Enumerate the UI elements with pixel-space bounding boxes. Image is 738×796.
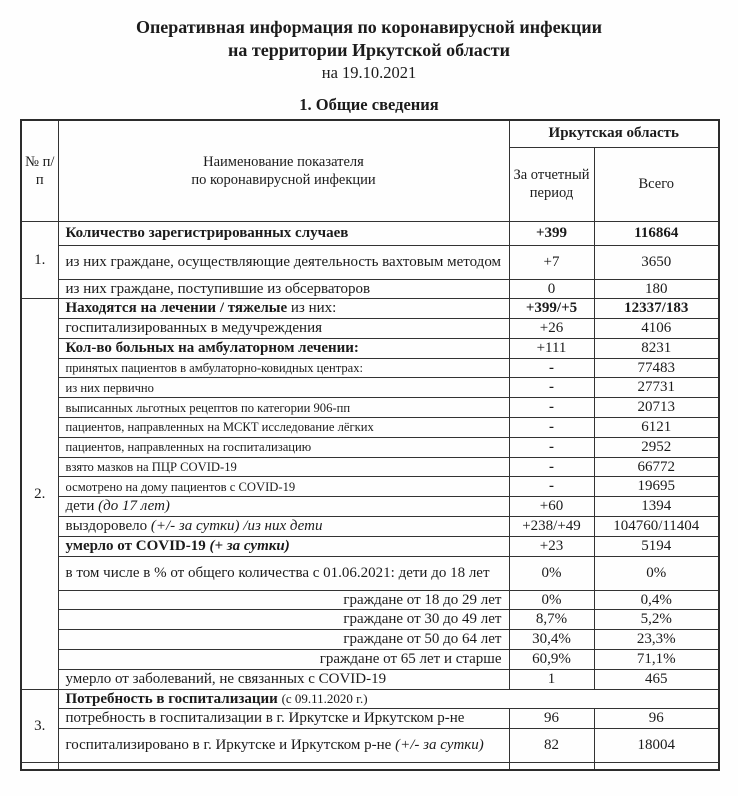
- table-row: [21, 497, 719, 517]
- table-row: [21, 536, 719, 556]
- value-total: 1394: [594, 497, 719, 517]
- table-row: [21, 418, 719, 438]
- row-label: [58, 497, 509, 517]
- header-indicator-line-1: Наименование показателя: [203, 153, 364, 170]
- row-label-text: осмотрено на дому пациентов с COVID-19: [65, 479, 296, 494]
- row-label: [58, 437, 509, 457]
- value-total: 19695: [594, 477, 719, 497]
- row-label: [58, 398, 509, 418]
- value-period-empty: [509, 763, 594, 770]
- value-period: +23: [509, 536, 594, 556]
- row-label: [58, 650, 509, 670]
- row-label-text: потребность в госпитализации в г. Иркутске и Иркутском р-не: [65, 710, 465, 727]
- row-label-text: из них граждане, поступившие из обсерваторов: [65, 280, 371, 297]
- value-total: 66772: [594, 457, 719, 477]
- document-title-block: [0, 0, 738, 84]
- header-row-region: [21, 120, 719, 147]
- row-label: [58, 630, 509, 650]
- table-row: [21, 556, 719, 590]
- row-label-text: пациентов, направленных на госпитализацию: [65, 440, 312, 455]
- value-total: 116864: [594, 221, 719, 245]
- row-label: [58, 358, 509, 378]
- value-total: 180: [594, 279, 719, 299]
- row-label-text: выздоровело: [65, 518, 151, 535]
- table-row: [21, 221, 719, 245]
- header-col-total: Всего: [594, 147, 719, 221]
- value-total-empty: [594, 763, 719, 770]
- value-period: 0%: [509, 590, 594, 610]
- value-total: 18004: [594, 729, 719, 763]
- table-row: [21, 358, 719, 378]
- row-label: [58, 221, 509, 245]
- header-indicator-line-2: по коронавирусной инфекции: [191, 171, 376, 188]
- row-label-text: принятых пациентов в амбулаторно-ковидных центрах:: [65, 361, 364, 376]
- row-label: [58, 319, 509, 339]
- row-label-text: пациентов, направленных на МСКТ исследование лёгких: [65, 420, 374, 435]
- value-total: 2952: [594, 437, 719, 457]
- value-period: +7: [509, 245, 594, 279]
- row-label-text: выписанных льготных рецептов по категории 906-пп: [65, 400, 351, 415]
- table-row: [21, 338, 719, 358]
- row-label-text: умерло от заболеваний, не связанных с COVID-19: [65, 670, 387, 687]
- value-total: 77483: [594, 358, 719, 378]
- row-label-text: Кол-во больных на амбулаторном лечении:: [65, 339, 359, 356]
- table-row: [21, 457, 719, 477]
- row-label-text: госпитализировано в г. Иркутске и Иркутском р-не: [65, 737, 396, 754]
- row-label-italic: (до 17 лет): [98, 498, 170, 515]
- row-label-text: граждане от 30 до 49 лет: [343, 611, 502, 628]
- value-period: 30,4%: [509, 630, 594, 650]
- table-row: [21, 689, 719, 709]
- document-title-line-1: Оперативная информация по коронавирусной инфекции: [135, 17, 603, 37]
- row-label-text: Находятся на лечении / тяжелые: [65, 300, 291, 317]
- document-title-line-2: на территории Иркутской области: [228, 40, 510, 60]
- value-period: +238/+49: [509, 517, 594, 537]
- row-label-text-2: из них:: [290, 300, 337, 317]
- table-row: [21, 669, 719, 689]
- row-label: [58, 729, 509, 763]
- table-row: [21, 279, 719, 299]
- row-label: [58, 689, 719, 709]
- table-row: [21, 709, 719, 729]
- row-label: [58, 245, 509, 279]
- value-total: 23,3%: [594, 630, 719, 650]
- value-period: 60,9%: [509, 650, 594, 670]
- value-total: 8231: [594, 338, 719, 358]
- header-indicator-name: [58, 120, 509, 221]
- value-period: -: [509, 457, 594, 477]
- row-label-text: госпитализированных в медучреждения: [65, 320, 323, 337]
- table-row: [21, 319, 719, 339]
- row-label-text: Потребность в госпитализации: [65, 690, 282, 707]
- value-period: -: [509, 477, 594, 497]
- table-row: [21, 630, 719, 650]
- value-period: 82: [509, 729, 594, 763]
- value-period: -: [509, 418, 594, 438]
- value-period: 8,7%: [509, 610, 594, 630]
- value-total: 0%: [594, 556, 719, 590]
- value-total: 71,1%: [594, 650, 719, 670]
- value-total: 27731: [594, 378, 719, 398]
- value-total: 6121: [594, 418, 719, 438]
- header-col-period: За отчетный период: [509, 147, 594, 221]
- value-period: +26: [509, 319, 594, 339]
- row-label-text: взято мазков на ПЦР COVID-19: [65, 460, 237, 475]
- value-period: +399/+5: [509, 299, 594, 319]
- row-label: [58, 279, 509, 299]
- row-label-text: в том числе в % от общего количества с 01.06.2021: дети до 18 лет: [65, 564, 490, 581]
- value-total: 20713: [594, 398, 719, 418]
- row-label: [58, 418, 509, 438]
- value-total: 12337/183: [594, 299, 719, 319]
- value-total: 0,4%: [594, 590, 719, 610]
- table-row: [21, 398, 719, 418]
- section-heading: 1. Общие сведения: [299, 95, 439, 114]
- row-label-text: умерло от COVID-19: [65, 537, 210, 554]
- section-number-3: 3.: [21, 689, 58, 763]
- table-row: [21, 590, 719, 610]
- row-label: [58, 709, 509, 729]
- document-date: на 19.10.2021: [321, 63, 417, 82]
- section-number-2: 2.: [21, 299, 58, 689]
- table-row: [21, 729, 719, 763]
- row-label-italic: (+/- за сутки) /из них дети: [150, 518, 323, 535]
- row-label: [58, 536, 509, 556]
- value-period: 96: [509, 709, 594, 729]
- table-row: [21, 245, 719, 279]
- row-label: [58, 457, 509, 477]
- table-row-partial: [21, 763, 719, 770]
- header-region: Иркутская область: [509, 120, 719, 147]
- value-period: -: [509, 437, 594, 457]
- row-label-text: граждане от 18 до 29 лет: [343, 591, 502, 608]
- row-label: [58, 590, 509, 610]
- table-row: [21, 610, 719, 630]
- general-info-table: [20, 119, 720, 771]
- value-period: 0: [509, 279, 594, 299]
- section-number-1: 1.: [21, 221, 58, 299]
- table-row: [21, 437, 719, 457]
- row-label: [58, 517, 509, 537]
- table-row: [21, 650, 719, 670]
- row-number-empty: [21, 763, 58, 770]
- row-label-text: Количество зарегистрированных случаев: [65, 224, 349, 241]
- table-row: [21, 517, 719, 537]
- header-num: № п/п: [21, 120, 58, 221]
- value-period: 0%: [509, 556, 594, 590]
- row-label-text: граждане от 50 до 64 лет: [343, 631, 502, 648]
- row-label: [58, 338, 509, 358]
- row-label-text: дети: [65, 498, 99, 515]
- row-label: [58, 610, 509, 630]
- table-row: [21, 299, 719, 319]
- table-row: [21, 477, 719, 497]
- value-total: 96: [594, 709, 719, 729]
- value-total: 5194: [594, 536, 719, 556]
- row-label-text: из них первично: [65, 380, 154, 395]
- value-period: -: [509, 378, 594, 398]
- value-period: +399: [509, 221, 594, 245]
- row-label-suffix: (с 09.11.2020 г.): [281, 690, 368, 706]
- row-label: [58, 477, 509, 497]
- row-label-text: из них граждане, осуществляющие деятельность вахтовым методом: [65, 253, 502, 270]
- value-total: 4106: [594, 319, 719, 339]
- value-total: 465: [594, 669, 719, 689]
- value-total: 3650: [594, 245, 719, 279]
- value-period: +111: [509, 338, 594, 358]
- table-row: [21, 378, 719, 398]
- row-label-empty: [58, 763, 509, 770]
- value-period: -: [509, 398, 594, 418]
- row-label-text: граждане от 65 лет и старше: [319, 651, 502, 668]
- value-total: 5,2%: [594, 610, 719, 630]
- row-label: [58, 378, 509, 398]
- row-label: [58, 556, 509, 590]
- row-label: [58, 299, 509, 319]
- value-total: 104760/11404: [594, 517, 719, 537]
- value-period: +60: [509, 497, 594, 517]
- value-period: -: [509, 358, 594, 378]
- row-label: [58, 669, 509, 689]
- row-label-italic: (+/- за сутки): [395, 737, 484, 754]
- row-label-italic: (+ за сутки): [209, 537, 290, 554]
- value-period: 1: [509, 669, 594, 689]
